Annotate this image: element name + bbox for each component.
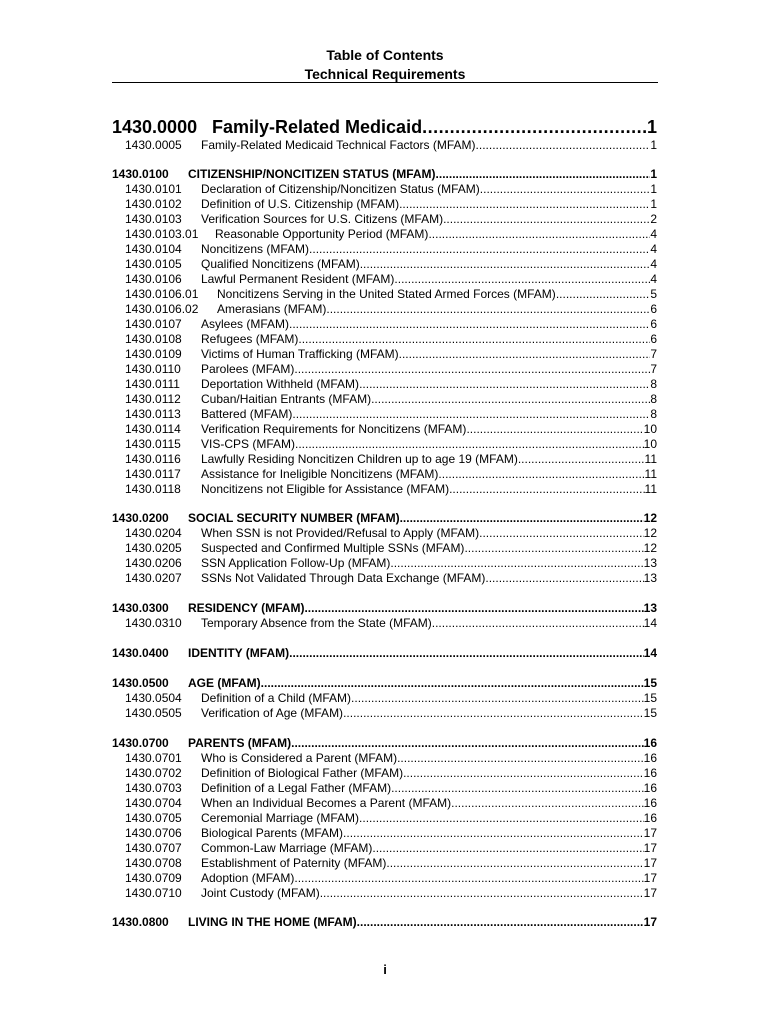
entry-number: 1430.0200 [112, 511, 169, 525]
entry-title: Battered (MFAM) [201, 407, 293, 421]
entry-page: 1 [650, 182, 657, 196]
entry-number: 1430.0207 [125, 571, 182, 585]
entry-page: 1 [650, 197, 657, 211]
toc-entry [112, 317, 657, 331]
entry-title: Lawful Permanent Resident (MFAM) [201, 272, 395, 286]
toc-entry-top [112, 117, 657, 138]
toc-entry [112, 362, 657, 376]
entry-number: 1430.0710 [125, 886, 182, 900]
toc-entry [112, 182, 657, 196]
entry-page: 15 [643, 676, 657, 690]
entry-page: 17 [643, 856, 657, 870]
entry-page: 16 [643, 796, 657, 810]
toc-entry [112, 138, 657, 152]
entry-title: SSN Application Follow-Up (MFAM) [201, 556, 391, 570]
toc-section [112, 915, 657, 929]
entry-number: 1430.0709 [125, 871, 182, 885]
page-number: i [383, 962, 387, 977]
entry-page: 14 [643, 616, 657, 630]
entry-number: 1430.0700 [112, 736, 169, 750]
entry-number: 1430.0707 [125, 841, 182, 855]
entry-title: Assistance for Ineligible Noncitizens (MFAM) [201, 467, 439, 481]
entry-title: Deportation Withheld (MFAM) [201, 377, 360, 391]
entry-page: 10 [643, 437, 657, 451]
entry-title: SOCIAL SECURITY NUMBER (MFAM) [188, 511, 400, 525]
entry-page: 8 [650, 407, 657, 421]
entry-title: Asylees (MFAM) [201, 317, 290, 331]
toc-entry [112, 691, 657, 705]
entry-number: 1430.0800 [112, 915, 169, 929]
entry-number: 1430.0704 [125, 796, 182, 810]
toc-entry [112, 452, 657, 466]
entry-page: 4 [650, 257, 657, 271]
toc-section [112, 511, 657, 525]
toc-entry [112, 781, 657, 795]
entry-page: 16 [643, 736, 657, 750]
toc-entry [112, 242, 657, 256]
entry-number: 1430.0118 [125, 482, 181, 496]
toc-entry [112, 796, 657, 810]
toc-entry [112, 302, 657, 316]
entry-page: 10 [643, 422, 657, 436]
entry-page: 16 [643, 766, 657, 780]
toc-entry [112, 556, 657, 570]
toc-section [112, 676, 657, 690]
toc-entry [112, 377, 657, 391]
entry-title: Ceremonial Marriage (MFAM) [201, 811, 360, 825]
entry-title: When an Individual Becomes a Parent (MFAM) [201, 796, 452, 810]
entry-page: 1 [646, 117, 657, 137]
entry-page: 6 [650, 302, 657, 316]
toc-entry [112, 347, 657, 361]
toc-section [112, 167, 657, 181]
entry-page: 6 [650, 317, 657, 331]
entry-title: PARENTS (MFAM) [188, 736, 292, 750]
entry-page: 17 [643, 826, 657, 840]
entry-title: Family-Related Medicaid Technical Factors (MFAM) [201, 138, 476, 152]
toc-entry [112, 811, 657, 825]
entry-title: Noncitizens Serving in the United Stated Armed Forces (MFAM) [217, 287, 556, 301]
entry-page: 12 [643, 511, 657, 525]
entry-title: VIS-CPS (MFAM) [201, 437, 296, 451]
entry-number: 1430.0206 [125, 556, 182, 570]
entry-page: 15 [643, 706, 657, 720]
entry-number: 1430.0204 [125, 526, 182, 540]
toc-entry [112, 886, 657, 900]
entry-number: 1430.0505 [125, 706, 182, 720]
entry-number: 1430.0500 [112, 676, 169, 690]
entry-page: 11 [644, 467, 657, 481]
entry-number: 1430.0111 [125, 377, 180, 391]
entry-title: IDENTITY (MFAM) [188, 646, 290, 660]
entry-title: LIVING IN THE HOME (MFAM) [188, 915, 357, 929]
toc-entry [112, 227, 657, 241]
entry-page: 5 [650, 287, 657, 301]
toc-entry [112, 616, 657, 630]
toc-entry [112, 571, 657, 585]
entry-page: 4 [650, 242, 657, 256]
entry-title: Declaration of Citizenship/Noncitizen Status (MFAM) [201, 182, 480, 196]
toc-entry [112, 257, 657, 271]
toc-entry [112, 706, 657, 720]
entry-title: Suspected and Confirmed Multiple SSNs (MFAM) [201, 541, 465, 555]
entry-title: Cuban/Haitian Entrants (MFAM) [201, 392, 372, 406]
toc-entry [112, 437, 657, 451]
entry-title: Definition of a Child (MFAM) [201, 691, 352, 705]
entry-number: 1430.0106.01 [125, 287, 199, 301]
entry-title: CITIZENSHIP/NONCITIZEN STATUS (MFAM) [188, 167, 436, 181]
entry-title: Biological Parents (MFAM) [201, 826, 344, 840]
entry-page: 7 [650, 362, 657, 376]
entry-title: When SSN is not Provided/Refusal to Apply (MFAM) [201, 526, 480, 540]
toc-entry [112, 332, 657, 346]
entry-title: Refugees (MFAM) [201, 332, 299, 346]
entry-number: 1430.0701 [125, 751, 182, 765]
toc-subheading: Technical Requirements [304, 66, 466, 82]
entry-page: 13 [643, 571, 657, 585]
entry-page: 17 [643, 886, 657, 900]
toc-section [112, 736, 657, 750]
entry-title: Victims of Human Trafficking (MFAM) [201, 347, 399, 361]
entry-page: 16 [643, 811, 657, 825]
toc-entry [112, 482, 657, 496]
entry-title: Amerasians (MFAM) [217, 302, 327, 316]
entry-title: Definition of a Legal Father (MFAM) [201, 781, 392, 795]
entry-title: Noncitizens (MFAM) [201, 242, 310, 256]
entry-number: 1430.0708 [125, 856, 182, 870]
toc-entry [112, 856, 657, 870]
entry-page: 1 [650, 138, 657, 152]
entry-title: Establishment of Paternity (MFAM) [201, 856, 387, 870]
entry-page: 17 [643, 915, 657, 929]
entry-number: 1430.0705 [125, 811, 182, 825]
entry-title: Qualified Noncitizens (MFAM) [201, 257, 360, 271]
entry-number: 1430.0106 [125, 272, 182, 286]
entry-title: Temporary Absence from the State (MFAM) [201, 616, 432, 630]
entry-number: 1430.0703 [125, 781, 182, 795]
entry-number: 1430.0102 [125, 197, 182, 211]
entry-title: Joint Custody (MFAM) [201, 886, 320, 900]
entry-page: 2 [650, 212, 657, 226]
entry-number: 1430.0300 [112, 601, 169, 615]
entry-page: 8 [650, 392, 657, 406]
entry-number: 1430.0103.01 [125, 227, 199, 241]
entry-page: 8 [650, 377, 657, 391]
toc-entry [112, 751, 657, 765]
entry-page: 16 [643, 751, 657, 765]
entry-page: 14 [643, 646, 657, 660]
toc-entry [112, 392, 657, 406]
toc-entry [112, 287, 657, 301]
entry-number: 1430.0108 [125, 332, 182, 346]
toc-entry [112, 467, 657, 481]
entry-page: 11 [644, 482, 657, 496]
toc-entry [112, 197, 657, 211]
entry-page: 1 [650, 167, 657, 181]
entry-page: 15 [643, 691, 657, 705]
entry-number: 1430.0400 [112, 646, 169, 660]
entry-page: 12 [643, 526, 657, 540]
entry-number: 1430.0005 [125, 138, 182, 152]
toc-entry [112, 526, 657, 540]
entry-title: Definition of U.S. Citizenship (MFAM) [201, 197, 400, 211]
entry-number: 1430.0104 [125, 242, 182, 256]
entry-number: 1430.0310 [125, 616, 182, 630]
header-rule [112, 82, 658, 83]
toc-section [112, 601, 657, 615]
entry-title: Family-Related Medicaid [212, 117, 423, 137]
entry-title: Common-Law Marriage (MFAM) [201, 841, 373, 855]
entry-number: 1430.0702 [125, 766, 182, 780]
entry-title: Noncitizens not Eligible for Assistance (MFAM) [201, 482, 450, 496]
entry-title: Verification Sources for U.S. Citizens (MFAM) [201, 212, 444, 226]
entry-title: Verification Requirements for Noncitizens (MFAM) [201, 422, 467, 436]
entry-page: 11 [644, 452, 657, 466]
toc-entry [112, 407, 657, 421]
entry-number: 1430.0504 [125, 691, 182, 705]
entry-title: Reasonable Opportunity Period (MFAM) [215, 227, 429, 241]
entry-title: Who is Considered a Parent (MFAM) [201, 751, 398, 765]
entry-number: 1430.0114 [125, 422, 181, 436]
entry-page: 4 [650, 227, 657, 241]
entry-number: 1430.0101 [125, 182, 182, 196]
entry-page: 16 [643, 781, 657, 795]
entry-number: 1430.0113 [125, 407, 181, 421]
entry-number: 1430.0000 [112, 117, 198, 137]
entry-number: 1430.0103 [125, 212, 182, 226]
entry-number: 1430.0205 [125, 541, 182, 555]
entry-page: 17 [643, 871, 657, 885]
entry-title: Lawfully Residing Noncitizen Children up to age 19 (MFAM) [201, 452, 518, 466]
toc-entry [112, 272, 657, 286]
entry-number: 1430.0112 [125, 392, 181, 406]
toc-entry [112, 541, 657, 555]
entry-page: 4 [650, 272, 657, 286]
entry-page: 13 [643, 556, 657, 570]
entry-number: 1430.0105 [125, 257, 182, 271]
entry-title: AGE (MFAM) [188, 676, 261, 690]
toc-entry [112, 871, 657, 885]
toc-entry [112, 212, 657, 226]
entry-number: 1430.0110 [125, 362, 181, 376]
entry-number: 1430.0706 [125, 826, 182, 840]
entry-title: Parolees (MFAM) [201, 362, 295, 376]
toc-entry [112, 766, 657, 780]
toc-entry [112, 841, 657, 855]
entry-number: 1430.0109 [125, 347, 182, 361]
entry-number: 1430.0106.02 [125, 302, 199, 316]
entry-title: Verification of Age (MFAM) [201, 706, 344, 720]
entry-title: SSNs Not Validated Through Data Exchange (MFAM) [201, 571, 486, 585]
toc-section [112, 646, 657, 660]
entry-page: 6 [650, 332, 657, 346]
toc-heading: Table of Contents [326, 47, 444, 63]
entry-page: 17 [643, 841, 657, 855]
entry-page: 12 [643, 541, 657, 555]
entry-number: 1430.0117 [125, 467, 181, 481]
entry-number: 1430.0107 [125, 317, 182, 331]
toc-entry [112, 826, 657, 840]
entry-number: 1430.0116 [125, 452, 181, 466]
entry-page: 13 [643, 601, 657, 615]
entry-title: Adoption (MFAM) [201, 871, 295, 885]
entry-title: RESIDENCY (MFAM) [188, 601, 305, 615]
toc-entry [112, 422, 657, 436]
entry-number: 1430.0100 [112, 167, 169, 181]
entry-number: 1430.0115 [125, 437, 181, 451]
entry-title: Definition of Biological Father (MFAM) [201, 766, 404, 780]
entry-page: 7 [650, 347, 657, 361]
